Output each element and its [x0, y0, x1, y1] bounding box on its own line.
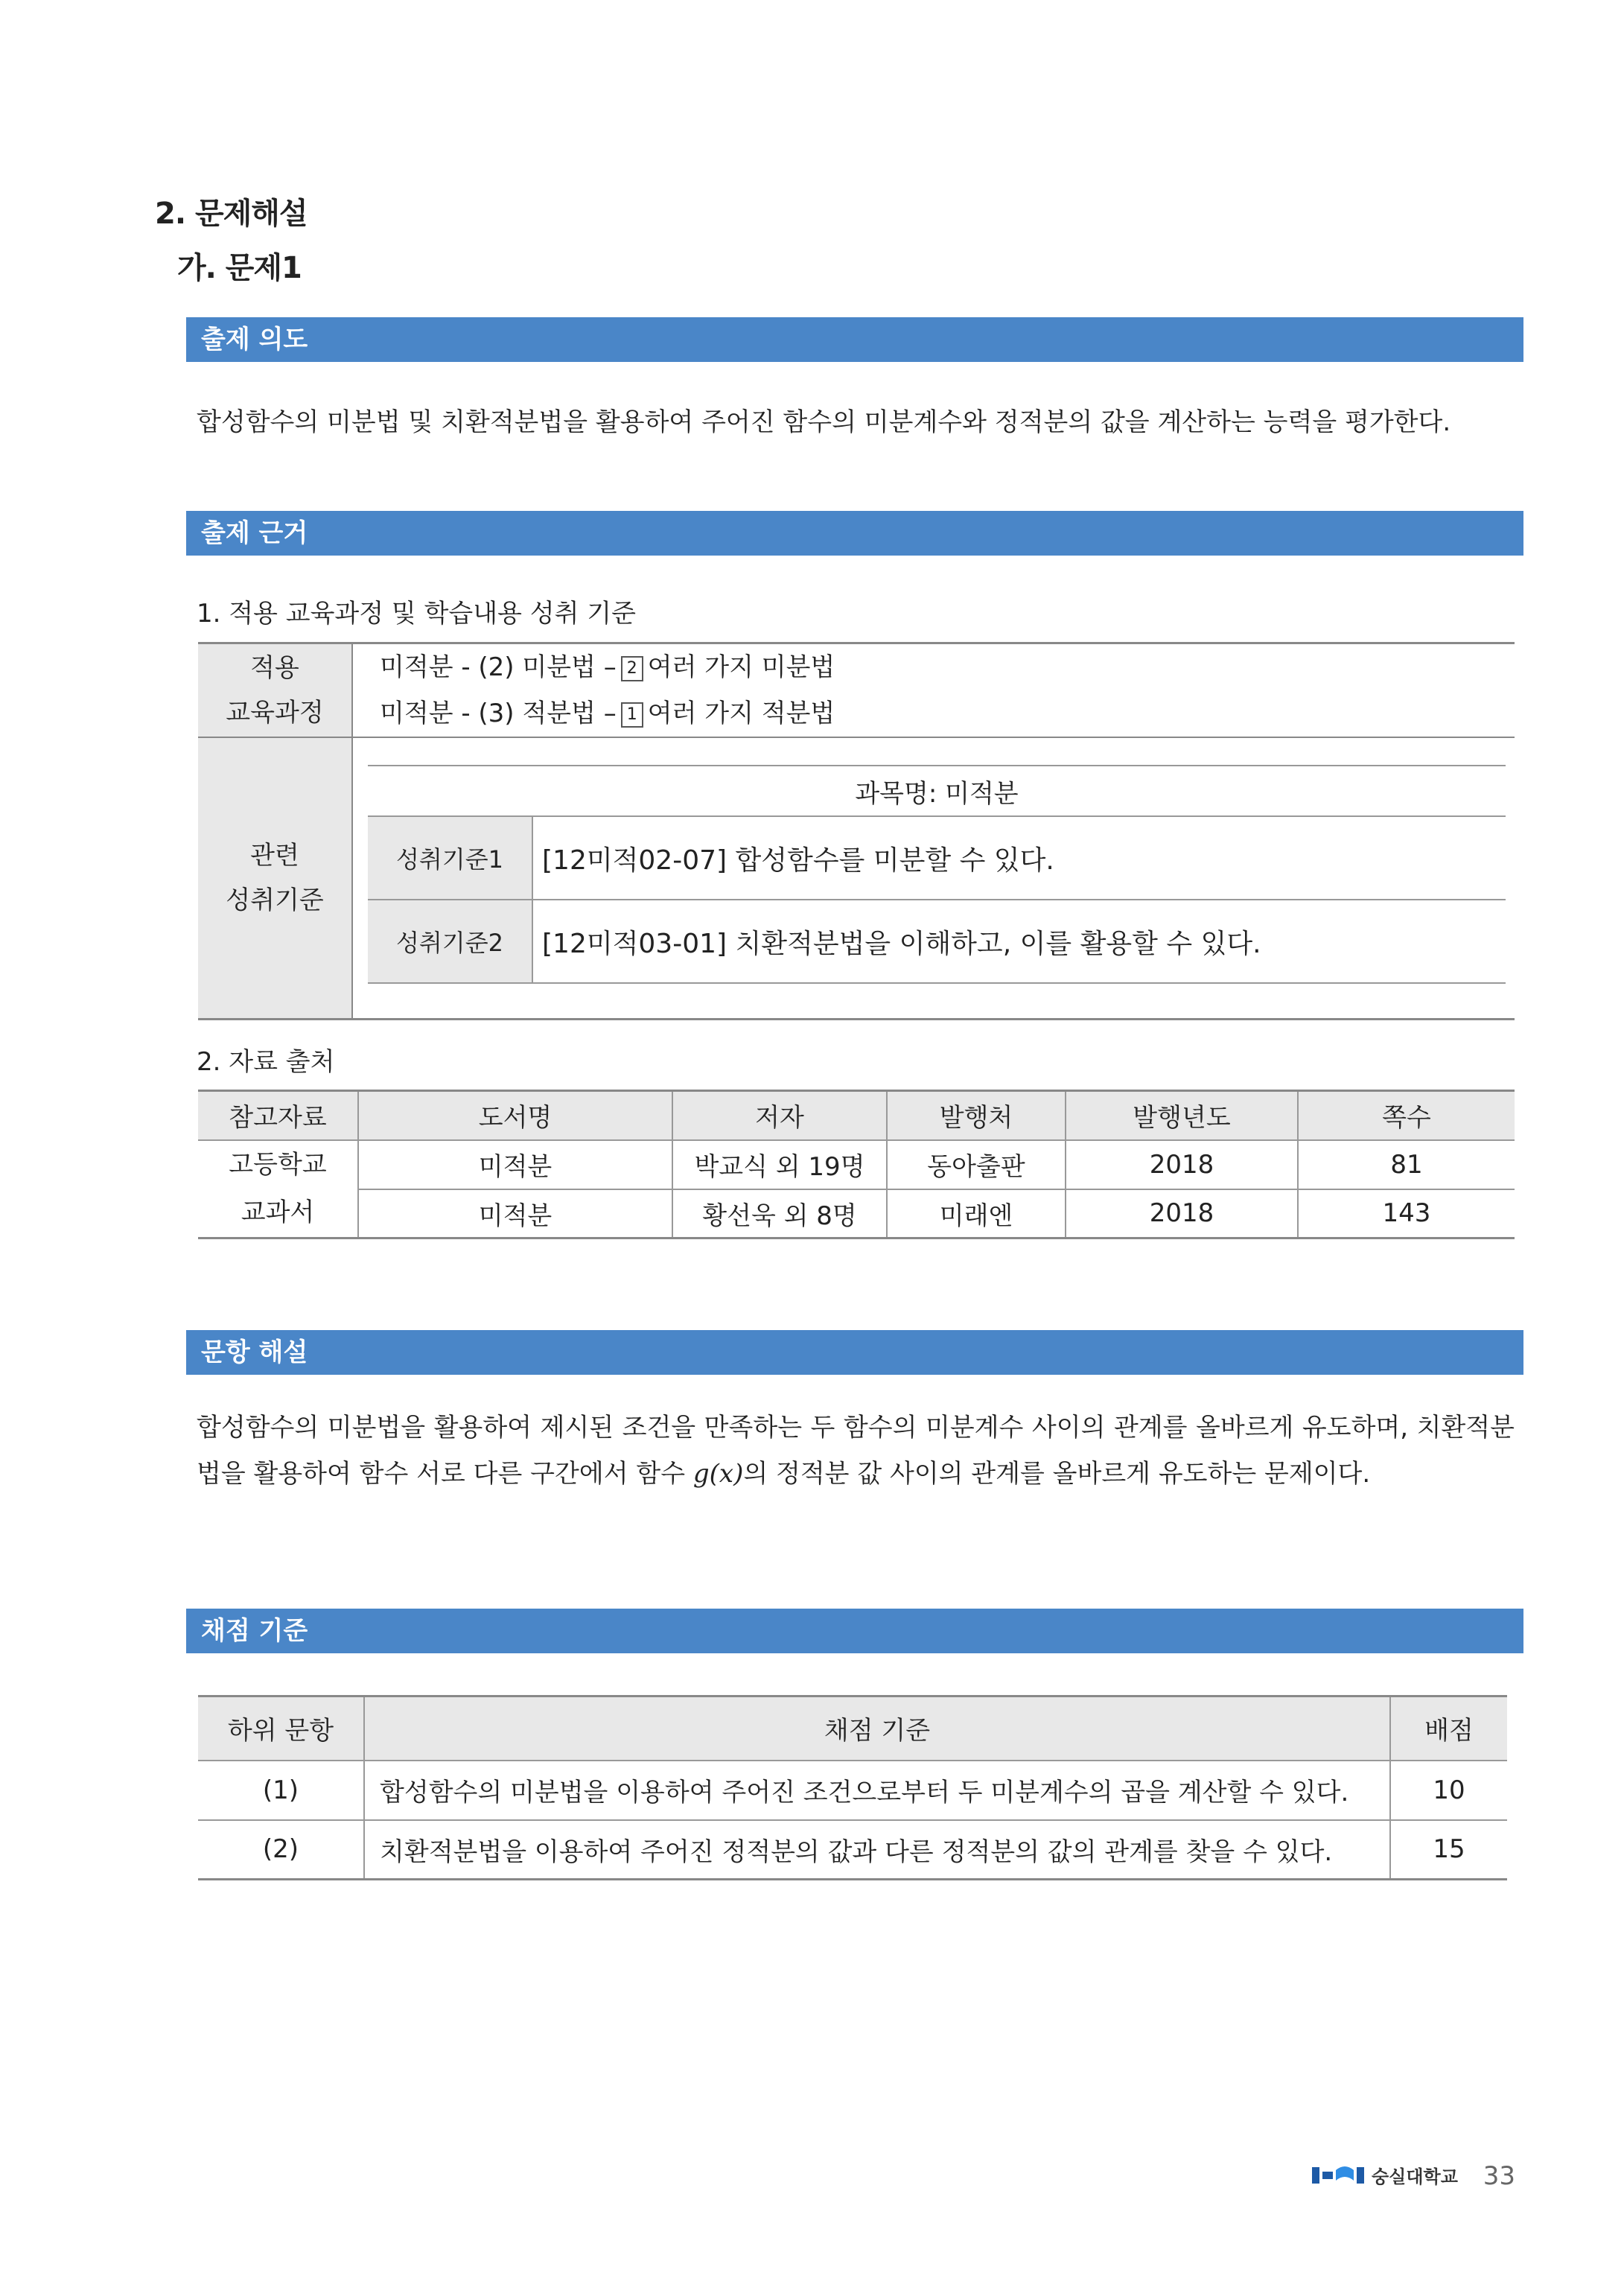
curriculum-label — [198, 643, 352, 738]
source-category — [198, 1140, 358, 1238]
standard-label: 성취기준2 — [368, 900, 532, 983]
curriculum-row — [380, 644, 1515, 690]
logo-mark-icon — [1312, 2164, 1366, 2187]
curriculum-row-prefix: 미적분 - (3) 적분법 – — [380, 699, 617, 728]
university-logo — [1312, 2162, 1458, 2188]
scoring-points: 15 — [1433, 1834, 1465, 1865]
standard-text: [12미적02-07] 합성함수를 미분할 수 있다. — [532, 816, 1506, 900]
explanation-title-bar: 문항 해설 — [186, 1330, 1523, 1375]
curriculum-label-line2: 교육과정 — [226, 698, 324, 728]
page-number: 33 — [1483, 2161, 1515, 2191]
scoring-item: (2) — [198, 1820, 364, 1880]
explanation-text-part2: 의 정적분 값 사이의 관계를 올바르게 유도하는 문제이다. — [743, 1459, 1371, 1489]
source-category-line1: 고등학교 — [229, 1150, 327, 1180]
source-publisher: 동아출판 — [887, 1140, 1066, 1189]
source-header: 저자 — [672, 1091, 887, 1140]
scoring-criterion: 합성함수의 미분법을 이용하여 주어진 조건으로부터 두 미분계수의 곱을 계산할 수 있다. — [364, 1761, 1390, 1820]
scoring-item: (1) — [198, 1761, 364, 1820]
source-author: 박교식 외 19명 — [672, 1140, 887, 1189]
standards-label-line2: 성취기준 — [226, 885, 324, 915]
scoring-header: 채점 기준 — [364, 1696, 1390, 1761]
source-book: 미적분 — [358, 1140, 672, 1189]
explanation-text-part1: 합성함수의 미분법을 활용하여 제시된 조건을 만족하는 두 함수의 미분계수 사이의 관계를 올바르게 유도하며, 치환적분법을 활용하여 함수 서로 다른 구간에서 함수 — [197, 1413, 1515, 1489]
source-header: 발행처 — [887, 1091, 1066, 1140]
source-category-line2: 교과서 — [241, 1198, 315, 1228]
curriculum-values — [352, 643, 1515, 738]
scoring-title-bar: 채점 기준 — [186, 1609, 1523, 1653]
standard-label: 성취기준1 — [368, 816, 532, 900]
source-year: 2018 — [1066, 1140, 1298, 1189]
number-box-icon: 1 — [621, 702, 643, 728]
curriculum-row-suffix: 여러 가지 미분법 — [647, 652, 835, 682]
source-page: 81 — [1298, 1140, 1515, 1189]
curriculum-row — [380, 690, 1515, 737]
scoring-table — [198, 1695, 1507, 1880]
source-year: 2018 — [1066, 1189, 1298, 1238]
scoring-criterion: 치환적분법을 이용하여 주어진 정적분의 값과 다른 정적분의 값의 관계를 찾을 수 있다. — [364, 1820, 1390, 1880]
basis-item-1: 1. 적용 교육과정 및 학습내용 성취 기준 — [197, 599, 636, 629]
source-header: 도서명 — [358, 1091, 672, 1140]
logo-text: 숭실대학교 — [1372, 2166, 1458, 2187]
source-publisher: 미래엔 — [887, 1189, 1066, 1238]
basis-title-bar: 출제 근거 — [186, 511, 1523, 556]
scoring-points: 10 — [1390, 1761, 1507, 1820]
explanation-text — [197, 1405, 1515, 1497]
intent-text: 합성함수의 미분법 및 치환적분법을 활용하여 주어진 함수의 미분계수와 정적분의 값을 계산하는 능력을 평가한다. — [197, 407, 1451, 437]
curriculum-table — [198, 642, 1515, 1020]
curriculum-row-suffix: 여러 가지 적분법 — [647, 699, 835, 728]
basis-item-2: 2. 자료 출처 — [197, 1047, 335, 1077]
scoring-header: 하위 문항 — [198, 1696, 364, 1761]
scoring-header: 배점 — [1390, 1696, 1507, 1761]
source-table — [198, 1090, 1515, 1239]
curriculum-row-prefix: 미적분 - (2) 미분법 – — [380, 652, 617, 682]
section-heading: 2. 문제해설 — [155, 197, 308, 231]
number-box-icon: 2 — [621, 656, 643, 681]
source-header: 참고자료 — [198, 1091, 358, 1140]
source-book: 미적분 — [358, 1189, 672, 1238]
standards-label — [198, 737, 352, 1019]
intent-title-bar: 출제 의도 — [186, 317, 1523, 362]
source-author: 황선욱 외 8명 — [672, 1189, 887, 1238]
standard-text: [12미적03-01] 치환적분법을 이해하고, 이를 활용할 수 있다. — [542, 928, 1261, 959]
standards-table — [368, 765, 1506, 984]
source-header: 발행년도 — [1066, 1091, 1298, 1140]
source-page: 143 — [1382, 1198, 1431, 1229]
standards-cell — [352, 737, 1515, 1019]
math-gx: g(x) — [692, 1459, 744, 1489]
source-header: 쪽수 — [1298, 1091, 1515, 1140]
subsection-heading: 가. 문제1 — [177, 251, 302, 285]
standards-label-line1: 관련 — [250, 840, 299, 871]
curriculum-label-line1: 적용 — [250, 653, 299, 683]
subject-name: 과목명: 미적분 — [368, 766, 1506, 816]
